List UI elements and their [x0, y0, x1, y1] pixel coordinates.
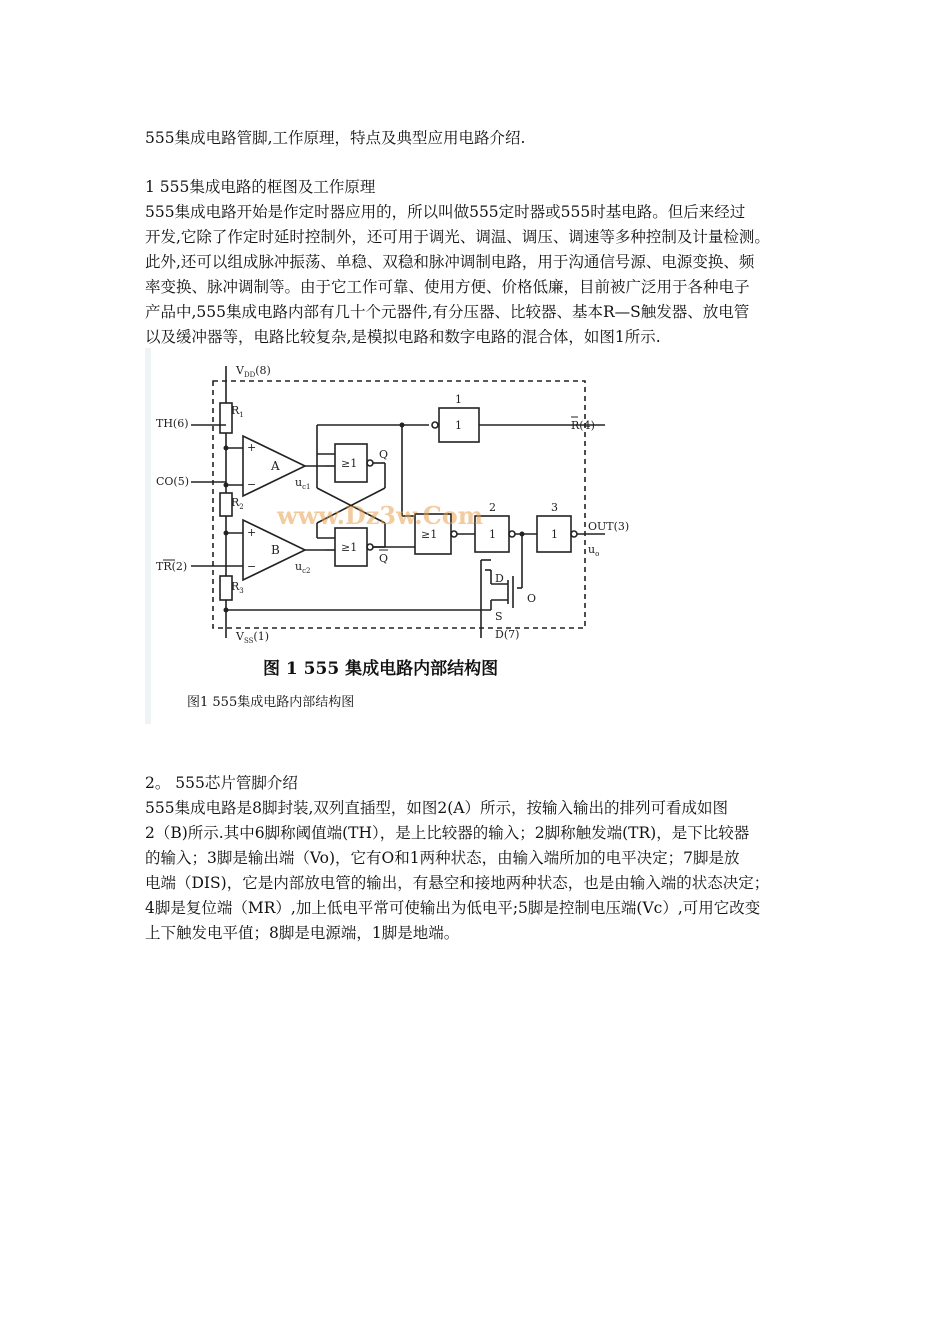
svg-text:uo: $u_o$	[588, 543, 600, 558]
section-2-line: 4脚是复位端（MR）,加上低电平常可使输出为低电平;5脚是控制电压端(Vc）,可用它改变	[145, 899, 761, 917]
q-label: Q	[379, 448, 389, 461]
figure-side-bar	[145, 348, 151, 724]
section-1-line: 产品中,555集成电路内部有几十个元器件,有分压器、比较器、基本R—S触发器、放电管	[145, 303, 750, 321]
circuit-diagram	[145, 348, 630, 724]
document-title: 555集成电路管脚,工作原理，特点及典型应用电路介绍.	[145, 129, 526, 147]
th-pin-label: TH(6)	[156, 417, 189, 430]
svg-text:+: +	[247, 526, 257, 539]
svg-text:O: O	[527, 592, 537, 605]
svg-text:1: 1	[455, 419, 462, 432]
section-1-line: 以及缓冲器等，电路比较复杂,是模拟电路和数字电路的混合体，如图1所示.	[145, 328, 661, 346]
figure-caption: 图1 555集成电路内部结构图	[187, 695, 355, 710]
section-2-heading: 2。 555芯片管脚介绍	[145, 774, 298, 792]
section-2-line: 555集成电路是8脚封装,双列直插型，如图2(A）所示，按输入输出的排列可看成如图	[145, 799, 728, 817]
svg-text:+: +	[247, 441, 257, 454]
svg-text:1: 1	[551, 528, 558, 541]
co-pin-label: CO(5)	[156, 475, 190, 488]
svg-text:≥1: ≥1	[341, 541, 358, 554]
comparator-a-label: A	[271, 459, 280, 473]
qbar-label: Q	[379, 552, 389, 565]
svg-text:R3: $R_3$	[231, 580, 244, 595]
svg-text:3: 3	[551, 501, 558, 514]
svg-text:≥1: ≥1	[421, 528, 438, 541]
section-2-line: 电端（DIS)，它是内部放电管的输出，有悬空和接地两种状态，也是由输入端的状态决定；	[145, 874, 770, 892]
vss-label: $V_{SS}(1)$	[236, 630, 270, 645]
svg-text:2: 2	[489, 501, 496, 514]
svg-text:1: 1	[455, 393, 462, 406]
watermark: www.Dz3w.Com	[277, 501, 484, 530]
section-1-line: 555集成电路开始是作定时器应用的，所以叫做555定时器或555时基电路。但后来经过	[145, 203, 746, 221]
svg-text:R1: $R_1$	[231, 404, 244, 419]
svg-text:1: 1	[489, 528, 496, 541]
svg-text:D: D	[495, 572, 504, 585]
figure-title: 图 1 555 集成电路内部结构图	[263, 659, 499, 679]
svg-text:R2: $R_2$	[231, 496, 244, 511]
section-1-heading: 1 555集成电路的框图及工作原理	[145, 178, 376, 196]
comparator-b-label: B	[271, 543, 280, 557]
svg-text:S: S	[495, 610, 503, 623]
section-1-line: 开发,它除了作定时延时控制外，还可用于调光、调温、调压、调速等多种控制及计量检测。	[145, 228, 770, 246]
section-2-line: 的输入；3脚是输出端（Vo)，它有O和1两种状态，由输入端所加的电平决定；7脚是放	[145, 849, 740, 867]
vdd-label: $V_{DD}(8)$	[236, 364, 271, 379]
out-pin-label: OUT(3)	[588, 520, 630, 533]
svg-text:−: −	[247, 478, 257, 491]
reset-pin-label: R(4)	[571, 419, 595, 432]
section-2-line: 上下触发电平值；8脚是电源端，1脚是地端。	[145, 924, 460, 942]
tr-pin-label: TR(2)	[156, 560, 188, 573]
section-1-line: 此外,还可以组成脉冲振荡、单稳、双稳和脉冲调制电路，用于沟通信号源、电源变换、频	[145, 253, 755, 271]
svg-text:uc1: $u_{c1}$	[295, 476, 311, 491]
section-2-line: 2（B)所示.其中6脚称阈值端(TH），是上比较器的输入；2脚称触发端(TR)，是下比较器	[145, 824, 750, 842]
dis-pin-label: D(7)	[495, 628, 520, 641]
section-1-line: 率变换、脉冲调制等。由于它工作可靠、使用方便、价格低廉，目前被广泛用于各种电子	[145, 278, 750, 296]
svg-text:−: −	[247, 560, 257, 573]
svg-text:uc2: $u_{c2}$	[295, 560, 311, 575]
svg-text:≥1: ≥1	[341, 457, 358, 470]
figure-1	[145, 348, 630, 724]
